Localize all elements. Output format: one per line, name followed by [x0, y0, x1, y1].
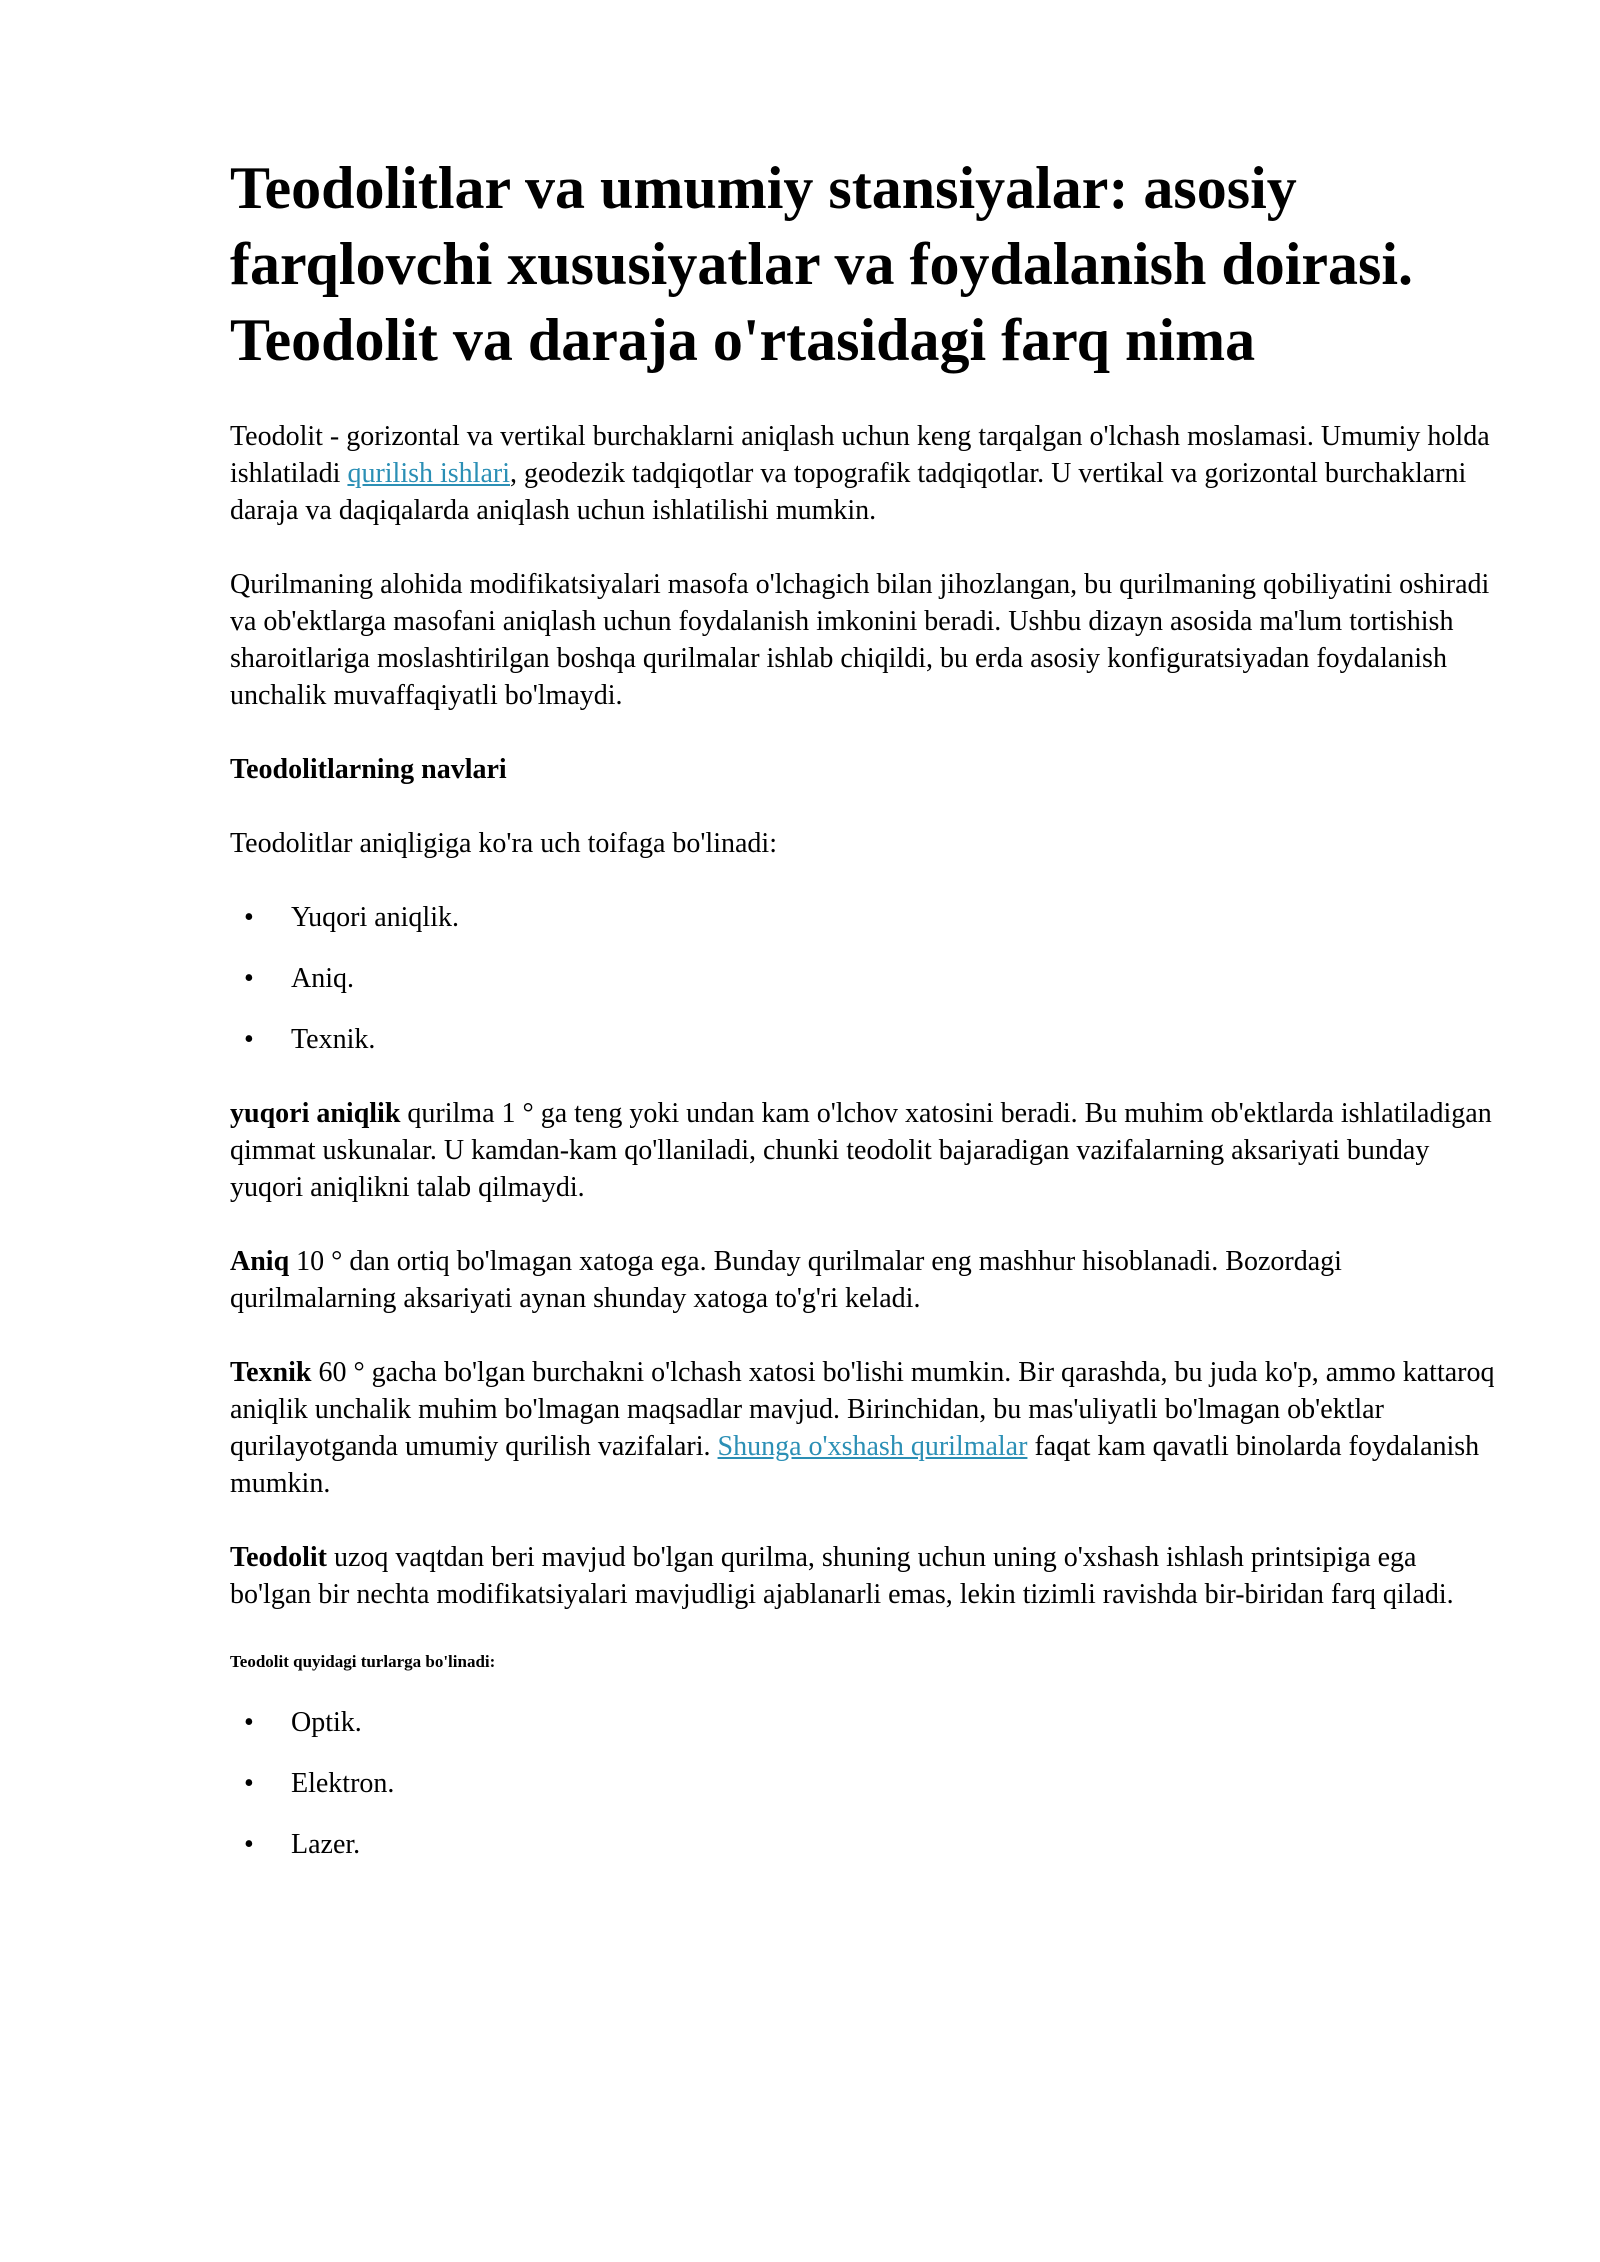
types-intro: Teodolitlar aniqligiga ko'ra uch toifaga bo'linadi: — [230, 828, 777, 859]
intro-text-b: , geodezik tadqiqotlar va topografik tadqiqotlar. U vertikal va gorizontal burchaklarni daraja va daqiqalarda aniqlash uchun ishlatilishi mumkin. — [230, 458, 1467, 526]
technical-text-after: faqat kam qavatli binolarda foydalanish mumkin. — [230, 1431, 1480, 1499]
technical-text: 60 ° gacha bo'lgan burchakni o'lchash xatosi bo'lishi mumkin. Bir qarashda, bu juda ko'p, ammo kattaroq aniqlik unchalik muhim bo'lmagan maqsadlar mavjud. Birinchidan, bu mas'uliyatli bo'lmagan ob'ektlar qurilayotganda umumiy qurilish vazifalari. — [230, 1357, 1495, 1462]
list-item-label: Elektron. — [291, 1768, 395, 1799]
theodolite-text: uzoq vaqtdan beri mavjud bo'lgan qurilma, shuning uchun uning o'xshash ishlash printsipiga ega bo'lgan bir nechta modifikatsiyalari mavjudligi ajablanarli emas, lekin tizimli ravishda bir-biridan farq qiladi. — [230, 1542, 1454, 1610]
list-item — [230, 1704, 1500, 1741]
high-accuracy-term: yuqori aniqlik — [230, 1098, 401, 1129]
list-item-label: Aniq. — [291, 963, 354, 994]
bullet-icon: • — [244, 963, 254, 994]
bullet-icon: • — [244, 1829, 254, 1860]
high-accuracy-paragraph — [230, 1095, 1500, 1206]
theodolite-paragraph — [230, 1539, 1500, 1613]
list-item — [230, 960, 1500, 997]
modifications-paragraph: Qurilmaning alohida modifikatsiyalari masofa o'lchagich bilan jihozlangan, bu qurilmaning qobiliyatini oshiradi va ob'ektlarga masofani aniqlash uchun foydalanish imkonini beradi. Ushbu dizayn asosida ma'lum tortishish sharoitlariga moslashtirilgan boshqa qurilmalar ishlab chiqildi, bu erda asosiy konfiguratsiyadan foydalanish unchalik muvaffaqiyatli bo'lmaydi. — [230, 569, 1490, 711]
technical-paragraph — [230, 1354, 1500, 1502]
section-heading-kinds: Teodolit quyidagi turlarga bo'linadi: — [230, 1652, 496, 1671]
bullet-icon: • — [244, 1707, 254, 1738]
kinds-list — [230, 1704, 1500, 1863]
intro-text-a: Teodolit - gorizontal va vertikal burchaklarni aniqlash uchun keng tarqalgan o'lchash moslamasi. Umumiy holda ishlatiladi — [230, 421, 1490, 489]
precise-text: 10 ° dan ortiq bo'lmagan xatoga ega. Bunday qurilmalar eng mashhur hisoblanadi. Bozordagi qurilmalarning aksariyati aynan shunday xatoga to'g'ri keladi. — [230, 1246, 1342, 1314]
list-item — [230, 899, 1500, 936]
list-item — [230, 1765, 1500, 1802]
article — [230, 150, 1500, 1900]
section-heading-types: Teodolitlarning navlari — [230, 754, 507, 785]
theodolite-term: Teodolit — [230, 1542, 327, 1573]
list-item-label: Lazer. — [291, 1829, 361, 1860]
construction-works-link[interactable]: qurilish ishlari — [347, 458, 510, 489]
bullet-icon: • — [244, 1024, 254, 1055]
bullet-icon: • — [244, 902, 254, 933]
intro-paragraph — [230, 418, 1500, 529]
similar-devices-link[interactable]: Shunga o'xshash qurilmalar — [717, 1431, 1028, 1462]
list-item-label: Optik. — [291, 1707, 362, 1738]
precise-paragraph — [230, 1243, 1500, 1317]
technical-term: Texnik — [230, 1357, 312, 1388]
list-item — [230, 1826, 1500, 1863]
page-title: Teodolitlar va umumiy stansiyalar: asosiy farqlovchi xususiyatlar va foydalanish doirasi. Teodolit va daraja o'rtasidagi farq nima — [230, 155, 1414, 373]
list-item-label: Yuqori aniqlik. — [291, 902, 459, 933]
list-item-label: Texnik. — [291, 1024, 376, 1055]
bullet-icon: • — [244, 1768, 254, 1799]
high-accuracy-text: qurilma 1 ° ga teng yoki undan kam o'lchov xatosini beradi. Bu muhim ob'ektlarda ishlatiladigan qimmat uskunalar. U kamdan-kam qo'llaniladi, chunki teodolit bajaradigan vazifalarning aksariyati bunday yuqori aniqlikni talab qilmaydi. — [230, 1098, 1492, 1203]
accuracy-list — [230, 899, 1500, 1058]
precise-term: Aniq — [230, 1246, 290, 1277]
list-item — [230, 1021, 1500, 1058]
